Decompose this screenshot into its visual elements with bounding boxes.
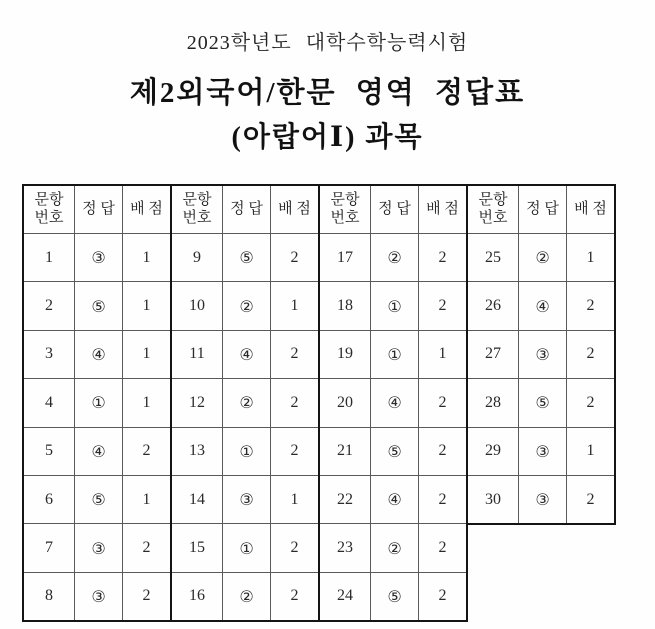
question-number-cell: 26 [467, 282, 519, 330]
question-number-cell: 2 [23, 282, 75, 330]
answer-table-group-2 [170, 184, 320, 622]
question-number-cell: 10 [171, 282, 223, 330]
points-cell: 2 [271, 330, 320, 378]
table-row [23, 572, 171, 621]
answer-cell: ① [223, 524, 271, 572]
answer-cell: ④ [371, 379, 419, 427]
points-cell: 1 [567, 427, 616, 475]
table-row [467, 475, 615, 524]
table-row [171, 330, 319, 378]
answer-cell: ③ [75, 234, 123, 282]
answer-cell: ① [371, 330, 419, 378]
question-number-cell: 18 [319, 282, 371, 330]
points-header: 배 점 [419, 185, 468, 234]
answer-table-group-1 [22, 184, 172, 622]
question-number-cell: 28 [467, 379, 519, 427]
answer-cell: ⑤ [75, 475, 123, 523]
points-cell: 1 [419, 330, 468, 378]
exam-year-title: 2023학년도 대학수학능력시험 [186, 32, 469, 54]
points-cell: 2 [271, 379, 320, 427]
question-number-cell: 3 [23, 330, 75, 378]
question-number-cell: 12 [171, 379, 223, 427]
question-number-cell: 25 [467, 234, 519, 282]
table-row [467, 282, 615, 330]
points-cell: 2 [419, 379, 468, 427]
points-cell: 1 [123, 475, 172, 523]
section-title: 제2외국어/한문 영역 정답표 [129, 77, 526, 109]
answer-header: 정 답 [223, 185, 271, 234]
question-number-header [319, 185, 371, 234]
question-number-cell: 21 [319, 427, 371, 475]
question-number-cell: 9 [171, 234, 223, 282]
question-number-cell: 22 [319, 475, 371, 523]
question-number-cell: 30 [467, 475, 519, 524]
question-number-cell: 4 [23, 379, 75, 427]
question-number-cell: 27 [467, 330, 519, 378]
points-cell: 2 [271, 524, 320, 572]
question-number-cell: 13 [171, 427, 223, 475]
points-cell: 1 [123, 330, 172, 378]
points-cell: 2 [419, 475, 468, 523]
points-cell: 2 [419, 524, 468, 572]
answer-cell: ⑤ [371, 572, 419, 621]
points-cell: 2 [419, 234, 468, 282]
table-row [467, 427, 615, 475]
answer-cell: ② [519, 234, 567, 282]
answer-cell: ⑤ [75, 282, 123, 330]
points-header: 배 점 [123, 185, 172, 234]
table-row [23, 234, 171, 282]
question-number-cell: 16 [171, 572, 223, 621]
answer-cell: ② [371, 524, 419, 572]
table-row [467, 234, 615, 282]
table-row [467, 379, 615, 427]
answer-cell: ④ [519, 282, 567, 330]
points-cell: 2 [567, 379, 616, 427]
table-row [23, 379, 171, 427]
table-row [171, 234, 319, 282]
question-number-cell: 8 [23, 572, 75, 621]
answer-cell: ② [223, 282, 271, 330]
table-row [319, 234, 467, 282]
question-number-cell: 7 [23, 524, 75, 572]
question-number-cell: 29 [467, 427, 519, 475]
answer-cell: ④ [75, 427, 123, 475]
question-number-header-line2: 번호 [478, 209, 508, 226]
answer-header: 정 답 [75, 185, 123, 234]
points-header: 배 점 [271, 185, 320, 234]
question-number-header-line1: 문항 [182, 192, 212, 209]
points-cell: 2 [271, 234, 320, 282]
table-row [171, 427, 319, 475]
answer-cell: ③ [519, 427, 567, 475]
table-row [23, 475, 171, 523]
question-number-cell: 5 [23, 427, 75, 475]
points-cell: 2 [419, 572, 468, 621]
points-cell: 1 [567, 234, 616, 282]
question-number-cell: 15 [171, 524, 223, 572]
points-cell: 1 [271, 475, 320, 523]
answer-cell: ④ [371, 475, 419, 523]
question-number-header [23, 185, 75, 234]
answer-cell: ④ [223, 330, 271, 378]
answer-cell: ② [371, 234, 419, 282]
table-row [319, 524, 467, 572]
answer-cell: ⑤ [223, 234, 271, 282]
question-number-header-line2: 번호 [34, 209, 64, 226]
answer-cell: ② [223, 379, 271, 427]
points-cell: 1 [123, 282, 172, 330]
table-row [23, 427, 171, 475]
header-row [171, 185, 319, 234]
question-number-cell: 1 [23, 234, 75, 282]
points-cell: 1 [271, 282, 320, 330]
answer-cell: ④ [75, 330, 123, 378]
question-number-cell: 17 [319, 234, 371, 282]
question-number-cell: 11 [171, 330, 223, 378]
points-cell: 2 [123, 524, 172, 572]
points-cell: 2 [271, 572, 320, 621]
answer-cell: ⑤ [371, 427, 419, 475]
table-row [467, 330, 615, 378]
answer-cell: ② [223, 572, 271, 621]
table-row [23, 330, 171, 378]
table-row [171, 524, 319, 572]
answer-cell: ⑤ [519, 379, 567, 427]
table-row [319, 427, 467, 475]
table-row [171, 572, 319, 621]
answer-cell: ① [371, 282, 419, 330]
table-row [319, 282, 467, 330]
answer-cell: ① [223, 427, 271, 475]
answer-cell: ③ [75, 572, 123, 621]
points-cell: 2 [419, 427, 468, 475]
points-cell: 2 [567, 330, 616, 378]
question-number-cell: 6 [23, 475, 75, 523]
answer-cell: ③ [519, 330, 567, 378]
answer-cell: ③ [223, 475, 271, 523]
question-number-cell: 23 [319, 524, 371, 572]
question-number-header [171, 185, 223, 234]
points-cell: 1 [123, 379, 172, 427]
question-number-cell: 14 [171, 475, 223, 523]
points-cell: 1 [123, 234, 172, 282]
table-row [171, 475, 319, 523]
table-row [319, 379, 467, 427]
answer-cell: ③ [75, 524, 123, 572]
question-number-cell: 19 [319, 330, 371, 378]
answer-header: 정 답 [371, 185, 419, 234]
question-number-cell: 20 [319, 379, 371, 427]
points-cell: 2 [123, 572, 172, 621]
points-cell: 2 [567, 475, 616, 524]
points-cell: 2 [123, 427, 172, 475]
answer-cell: ③ [519, 475, 567, 524]
header-row [319, 185, 467, 234]
question-number-header-line1: 문항 [478, 192, 508, 209]
points-cell: 2 [567, 282, 616, 330]
header-row [467, 185, 615, 234]
question-number-header-line1: 문항 [34, 192, 64, 209]
question-number-header-line1: 문항 [330, 192, 360, 209]
table-row [171, 282, 319, 330]
points-cell: 2 [419, 282, 468, 330]
answer-header: 정 답 [519, 185, 567, 234]
table-row [23, 282, 171, 330]
subject-title: (아랍어Ⅰ) 과목 [231, 122, 424, 153]
table-row [319, 330, 467, 378]
points-cell: 2 [271, 427, 320, 475]
header-row [23, 185, 171, 234]
table-row [171, 379, 319, 427]
points-header: 배 점 [567, 185, 616, 234]
answer-table [22, 184, 655, 622]
table-row [319, 475, 467, 523]
question-number-header-line2: 번호 [182, 209, 212, 226]
answer-table-group-4 [466, 184, 616, 525]
question-number-header-line2: 번호 [330, 209, 360, 226]
answer-table-group-3 [318, 184, 468, 622]
question-number-cell: 24 [319, 572, 371, 621]
answer-cell: ① [75, 379, 123, 427]
table-row [23, 524, 171, 572]
question-number-header [467, 185, 519, 234]
table-row [319, 572, 467, 621]
